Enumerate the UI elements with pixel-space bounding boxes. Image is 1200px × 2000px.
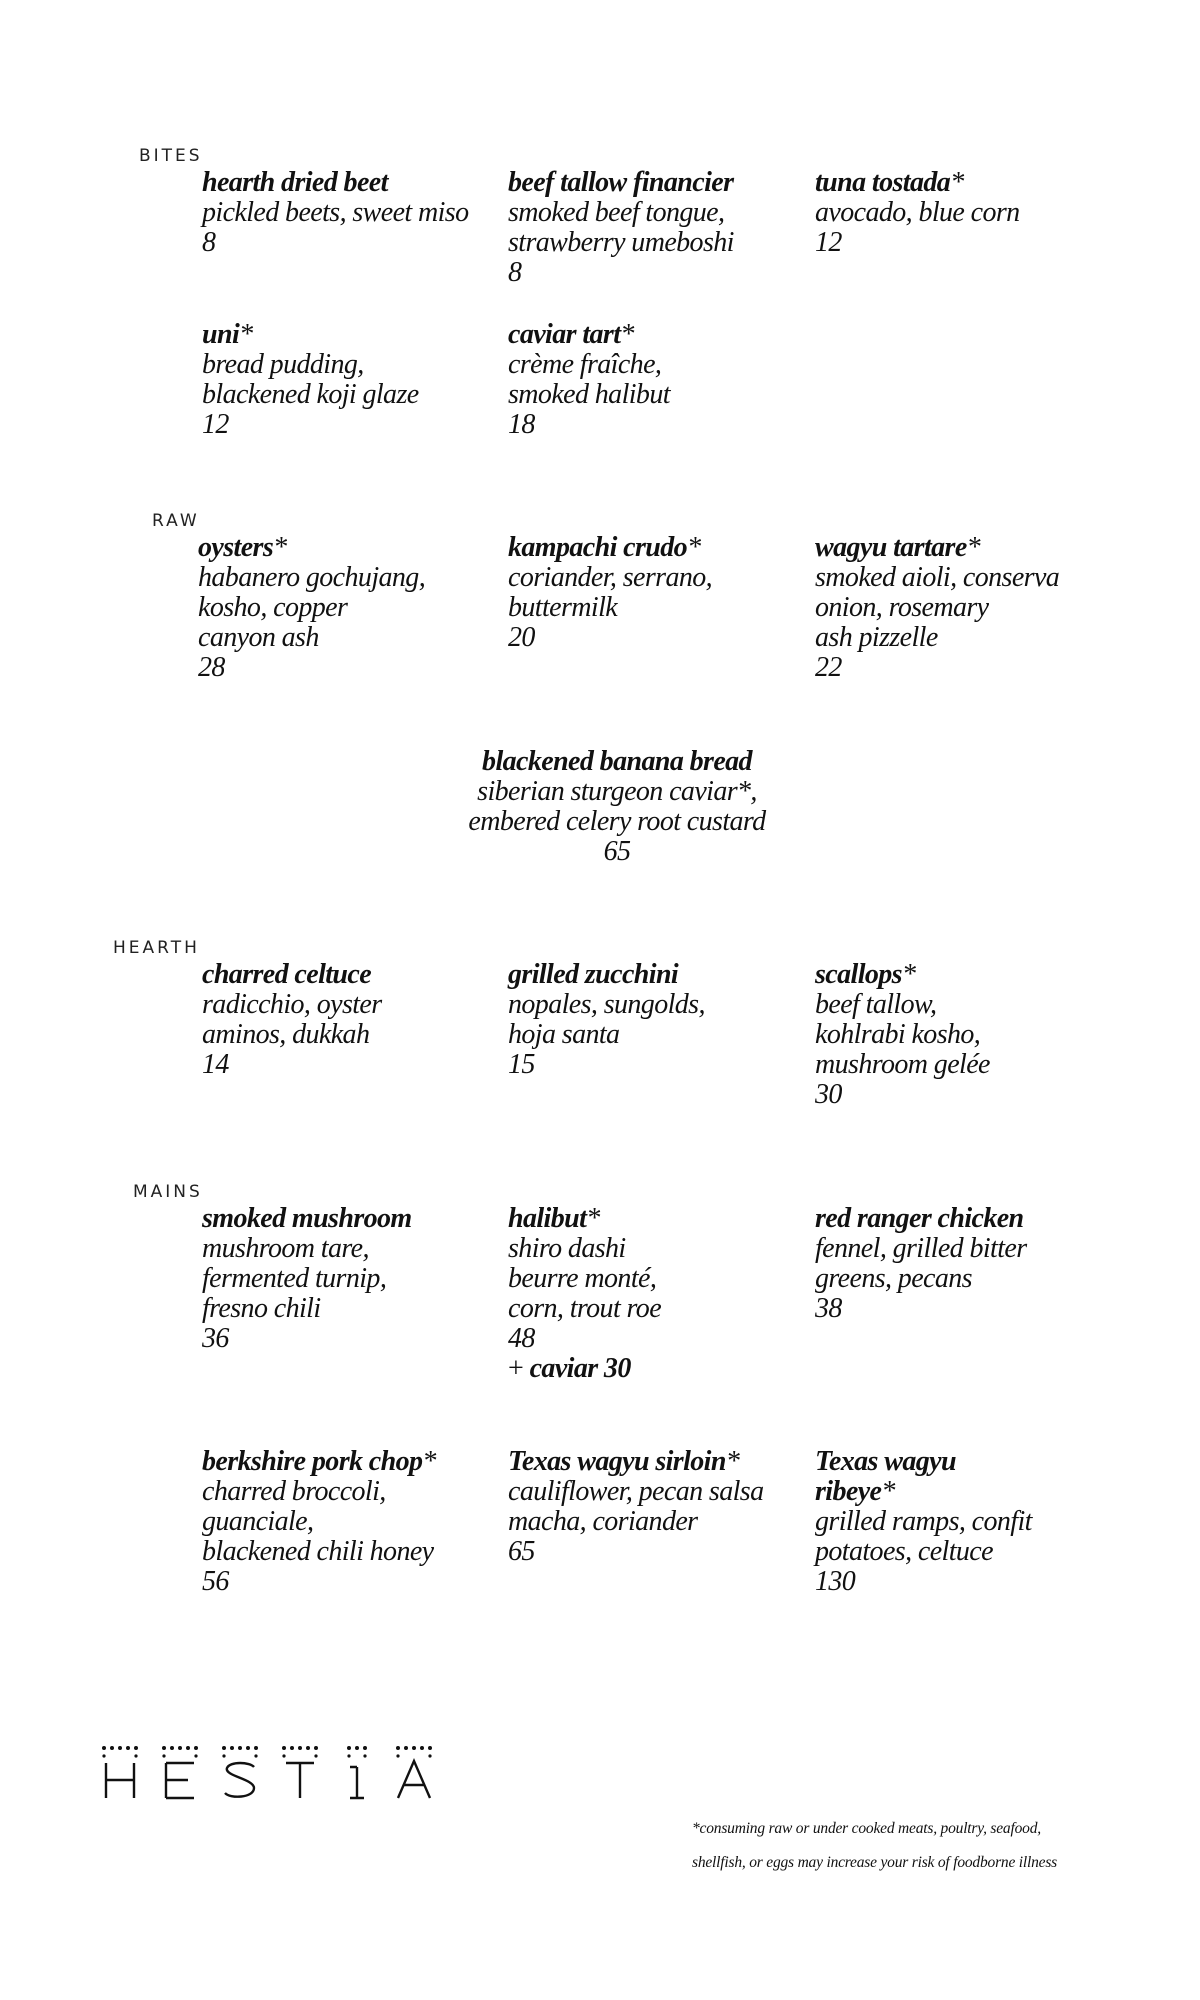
item-price: 30	[815, 1079, 842, 1110]
item-name: tuna tostada*	[815, 167, 964, 198]
item-name: scallops*	[815, 959, 916, 990]
menu-item-red-ranger-chicken	[815, 1204, 1115, 1324]
menu-item-charred-celtuce	[202, 960, 502, 1080]
item-description: cauliflower, pecan salsa macha, coriander	[508, 1476, 764, 1537]
menu-item-halibut	[508, 1204, 808, 1384]
menu-item-kampachi-crudo	[508, 533, 808, 653]
item-description: beef tallow, kohlrabi kosho, mushroom gelée	[815, 989, 990, 1080]
item-description: siberian sturgeon caviar*, embered celery root custard	[468, 776, 766, 837]
item-name: caviar tart*	[508, 319, 634, 350]
item-description: smoked beef tongue, strawberry umeboshi	[508, 197, 734, 258]
menu-item-grilled-zucchini	[508, 960, 808, 1080]
item-name: Texas wagyu sirloin*	[508, 1446, 740, 1477]
item-price: 12	[815, 227, 842, 258]
item-price: 36	[202, 1323, 229, 1354]
item-name: oysters*	[198, 532, 287, 563]
item-name: halibut*	[508, 1203, 600, 1234]
menu-item-blackened-banana-bread	[397, 747, 837, 867]
item-price: 65	[508, 1536, 535, 1567]
menu-item-scallops	[815, 960, 1115, 1110]
item-price: 22	[815, 652, 842, 683]
item-description: fennel, grilled bitter greens, pecans	[815, 1233, 1027, 1294]
item-description: grilled ramps, confit potatoes, celtuce	[815, 1506, 1032, 1567]
item-description: crème fraîche, smoked halibut	[508, 349, 670, 410]
item-description: radicchio, oyster aminos, dukkah	[202, 989, 382, 1050]
item-name: grilled zucchini	[508, 959, 679, 990]
item-name: charred celtuce	[202, 959, 372, 990]
item-price: 8	[202, 227, 216, 258]
hestia-logo	[100, 1745, 460, 1801]
item-price: 65	[603, 836, 631, 867]
section-label-bites: BITES	[139, 146, 203, 166]
item-price: 20	[508, 622, 535, 653]
menu-item-wagyu-tartare	[815, 533, 1115, 683]
item-description: habanero gochujang, kosho, copper canyon ash	[198, 562, 426, 653]
item-name: blackened banana bread	[482, 746, 752, 777]
menu-item-hearth-dried-beet	[202, 168, 502, 258]
item-name: wagyu tartare*	[815, 532, 981, 563]
menu-item-uni	[202, 320, 502, 440]
section-label-raw: RAW	[152, 511, 200, 531]
menu-item-texas-wagyu-sirloin	[508, 1447, 808, 1567]
item-name: kampachi crudo*	[508, 532, 701, 563]
item-price: 28	[198, 652, 225, 683]
item-price: 12	[202, 409, 229, 440]
item-description: charred broccoli, guanciale, blackened chili honey	[202, 1476, 434, 1567]
item-name: red ranger chicken	[815, 1203, 1024, 1234]
item-addon: + caviar 30	[508, 1353, 631, 1384]
menu-item-smoked-mushroom	[202, 1204, 502, 1354]
item-name: smoked mushroom	[202, 1203, 412, 1234]
item-name: uni*	[202, 319, 253, 350]
item-description: pickled beets, sweet miso	[202, 197, 469, 228]
item-price: 130	[815, 1566, 856, 1597]
item-description: mushroom tare, fermented turnip, fresno chili	[202, 1233, 387, 1324]
item-price: 18	[508, 409, 535, 440]
item-name: hearth dried beet	[202, 167, 388, 198]
item-price: 48	[508, 1323, 535, 1354]
item-price: 14	[202, 1049, 229, 1080]
item-description: shiro dashi beurre monté, corn, trout roe	[508, 1233, 662, 1324]
item-description: bread pudding, blackened koji glaze	[202, 349, 419, 410]
item-description: nopales, sungolds, hoja santa	[508, 989, 705, 1050]
item-price: 38	[815, 1293, 842, 1324]
foodborne-illness-disclaimer: *consuming raw or under cooked meats, poultry, seafood, shellfish, or eggs may increase your risk of foodborne illness	[692, 1820, 1058, 1871]
menu-item-caviar-tart	[508, 320, 808, 440]
item-price: 56	[202, 1566, 229, 1597]
item-price: 8	[508, 257, 522, 288]
item-description: smoked aioli, conserva onion, rosemary ash pizzelle	[815, 562, 1060, 653]
item-name: berkshire pork chop*	[202, 1446, 436, 1477]
item-description: coriander, serrano, buttermilk	[508, 562, 713, 623]
menu-item-oysters	[198, 533, 498, 683]
menu-item-beef-tallow-financier	[508, 168, 808, 288]
menu-item-tuna-tostada	[815, 168, 1115, 258]
item-description: avocado, blue corn	[815, 197, 1020, 228]
menu-item-texas-wagyu-ribeye	[815, 1447, 1115, 1597]
section-label-hearth: HEARTH	[113, 938, 200, 958]
menu-item-berkshire-pork-chop	[202, 1447, 502, 1597]
item-name: Texas wagyu ribeye*	[815, 1446, 956, 1507]
section-label-mains: MAINS	[133, 1182, 203, 1202]
item-name: beef tallow financier	[508, 167, 734, 198]
item-price: 15	[508, 1049, 535, 1080]
